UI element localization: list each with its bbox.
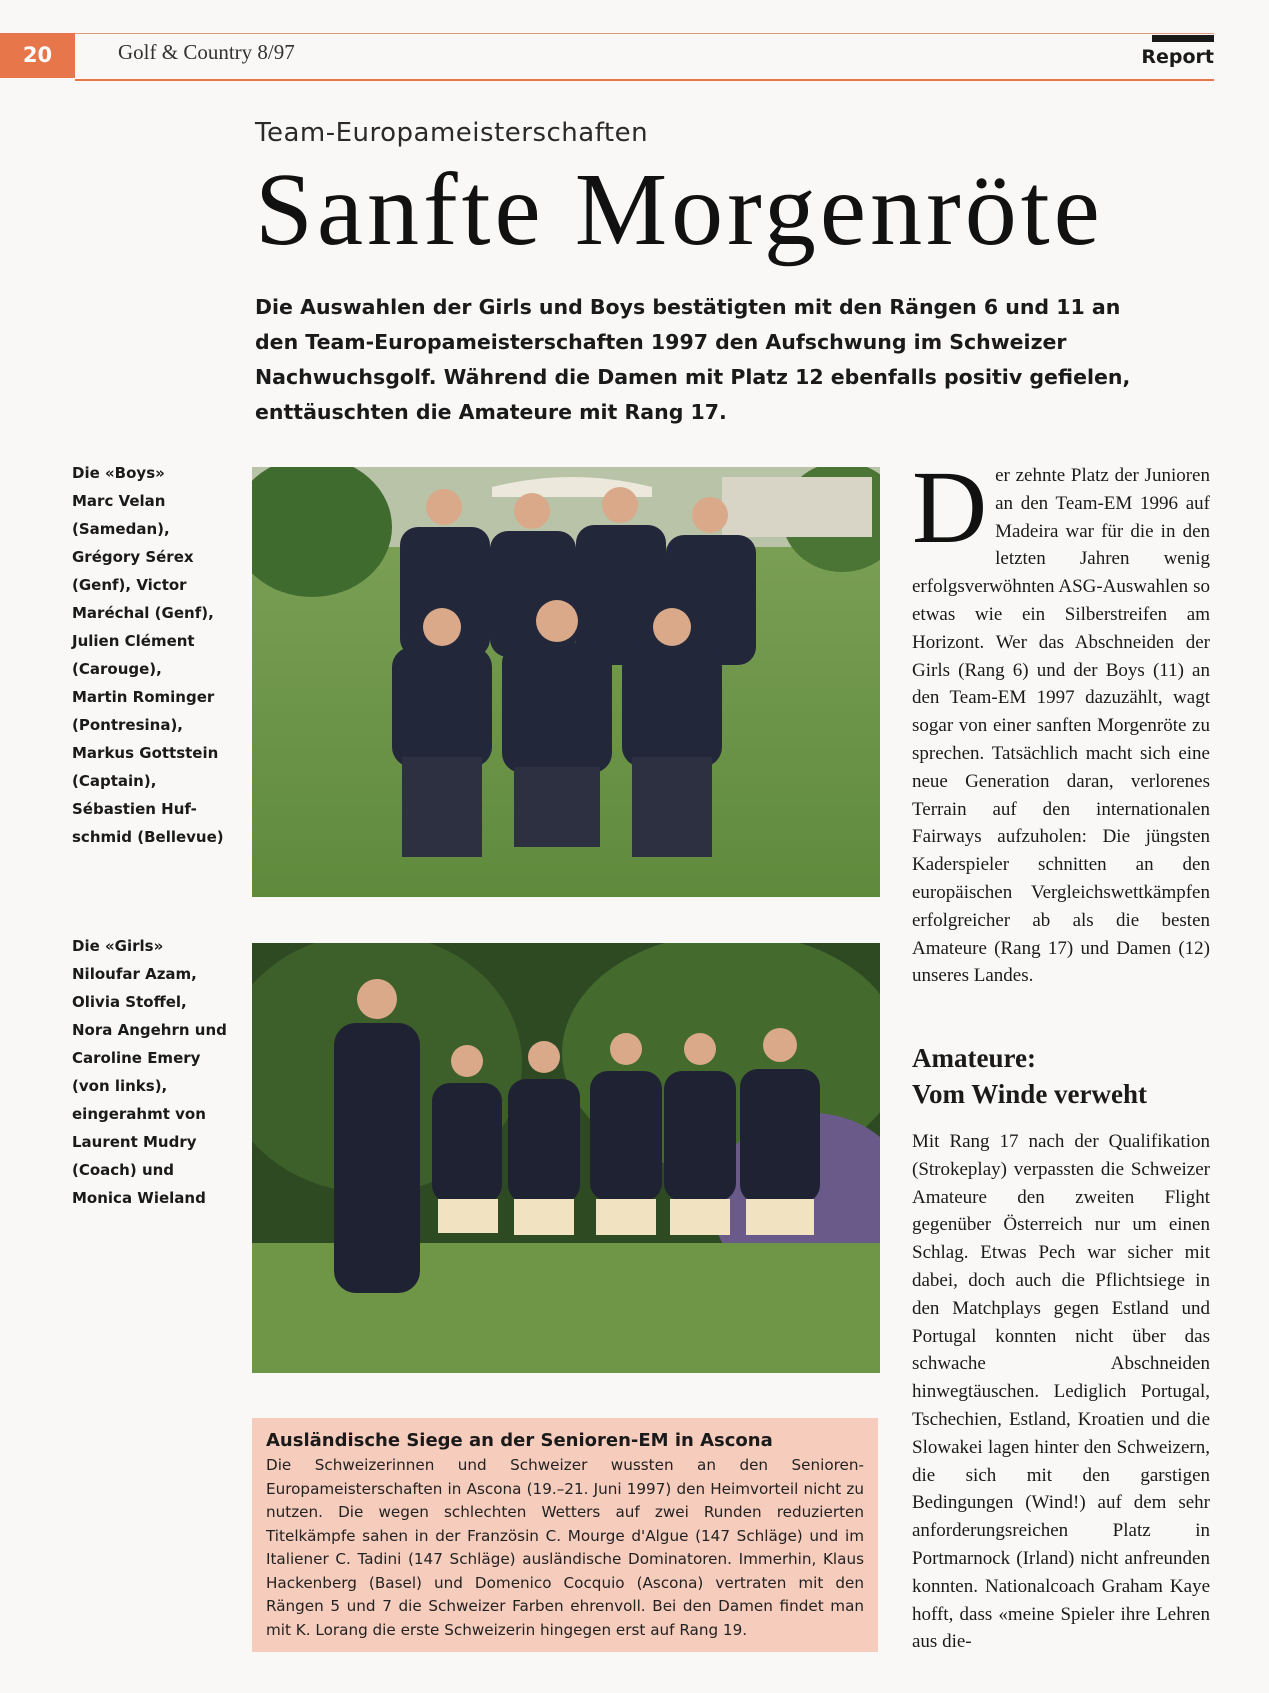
article-kicker: Team-Europameisterschaften [255, 118, 649, 148]
caption-boys: Die «Boys» Marc Velan (Samedan), Grégory Sérex (Genf), Victor Maréchal (Genf), Julien Clément (Carouge), Martin Rominger (Pontresina), Markus Gottstein (Captain), Sébastien Huf- schmid (Bellevue) [72, 464, 224, 846]
sidebar-box [252, 1418, 878, 1652]
article-headline: Sanfte Morgenröte [255, 152, 1104, 267]
sidebar-title: Ausländische Siege an der Senioren-EM in Ascona [266, 1430, 773, 1451]
header-top-rule [75, 33, 1214, 34]
section-label: Report [1141, 46, 1214, 68]
article-body-intro [912, 450, 1210, 990]
subhead-amateure: Amateure: Vom Winde verweht [912, 1043, 1148, 1109]
article-lead: Die Auswahlen der Girls und Boys bestätigten mit den Rängen 6 und 11 an den Team-Europameisterschaften 1997 den Aufschwung im Schweizer Nachwuchsgolf. Während die Damen mit Platz 12 ebenfalls positiv gefielen, enttäuschten die Amateure mit Rang 17. [255, 295, 1131, 424]
drop-cap: D [912, 450, 988, 565]
photo-boys-team [252, 467, 880, 897]
sidebar-text: Die Schweizerinnen und Schweizer wussten an den Senioren-Europameisterschaften in Ascona (19.–21. Juni 1997) den Heimvorteil nicht zu nutzen. Die wegen schlechten Wetters auf zwei Runden reduzierten Titelkämpfe sahen in der Französin C. Mourge d'Algue (147 Schläge) und im Italiener C. Tadini (147 Schläge) ausländische Dominatoren. Immerhin, Klaus Hackenberg (Basel) und Domenico Cocquio (Ascona) vertraten mit den Rängen 5 und 7 die Schweizer Farben ehrenvoll. Bei den Damen findet man mit K. Lorang die erste Schweizerin hingegen erst auf Rang 19. [266, 1456, 864, 1639]
magazine-title: Golf & Country 8/97 [118, 40, 295, 64]
header-bottom-rule [75, 79, 1214, 81]
page-number: 20 [0, 33, 75, 78]
photo-girls-team [252, 943, 880, 1373]
caption-girls: Die «Girls» Niloufar Azam, Olivia Stoffel, Nora Angehrn und Caroline Emery (von links), eingerahmt von Laurent Mudry (Coach) und Monica Wieland [72, 937, 227, 1207]
body-text-intro: er zehnte Platz der Junioren an den Team-EM 1996 auf Madeira war für die in den letzten Jahren wenig erfolgsverwöhnten ASG-Auswahlen so etwas wie ein Silberstreifen am Horizont. Wer das Abschneiden der Girls (Rang 6) und der Boys (11) an den Team-EM 1997 dazuzählt, wagt sogar von einer sanften Morgenröte zu sprechen. Tatsächlich macht sich eine neue Generation daran, verlorenes Terrain auf den internationalen Fairways aufzuholen: Die jüngsten Kaderspieler schnitten an den europäischen Vergleichswettkämpfen erfolgreicher ab als die besten Amateure (Rang 17) und Damen (12) unseres Landes. [912, 465, 1210, 987]
article-body-amateure: Mit Rang 17 nach der Qualifikation (Strokeplay) verpassten die Schweizer Amateure den zweiten Flight gegenüber Österreich nur um einen Schlag. Etwas Pech war sicher mit dabei, doch auch die Pflichtsiege in den Matchplays gegen Estland und Portugal konnten nicht über das schwache Abschneiden hinwegtäuschen. Lediglich Portugal, Tschechien, Estland, Kroatien und die Slowakei lagen hinter den Schweizern, die sich mit den garstigen Bedingungen (Wind!) auf dem sehr anforderungsreichen Platz in Portmarnock (Irland) nicht anfreunden konnten. Nationalcoach Graham Kaye hofft, dass «meine Spieler ihre Lehren aus die- [912, 1131, 1210, 1653]
section-marker-bar [1152, 35, 1214, 42]
